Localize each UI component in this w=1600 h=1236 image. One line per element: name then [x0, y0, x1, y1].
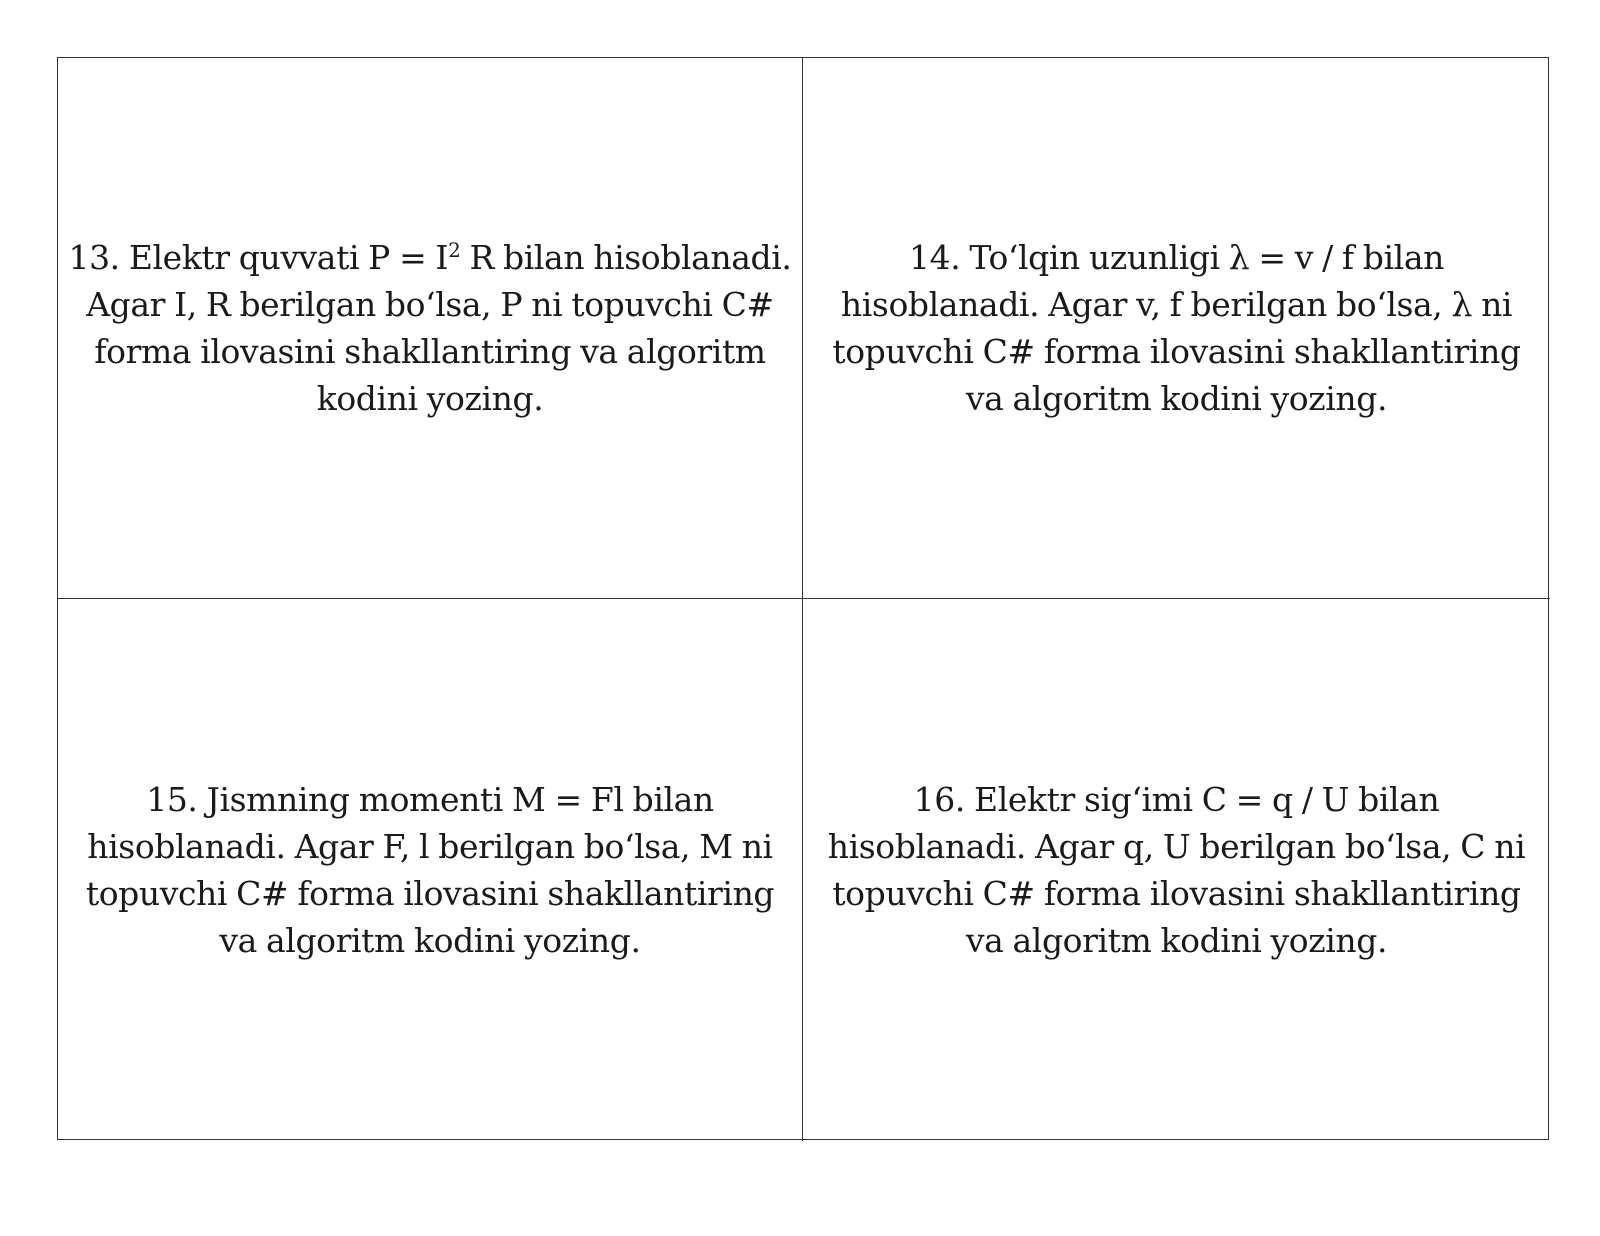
task-body-16: Elektr sig‘imi C = q / U bilan hisoblanadi. Agar q, U berilgan bo‘lsa, C ni topuvchi C# forma ilovasini shakllantiring va algoritm kodini yozing. [827, 780, 1526, 960]
task-body-15: Jismning momenti M = Fl bilan hisoblanadi. Agar F, l berilgan bo‘lsa, M ni topuvchi C# forma ilovasini shakllantiring va algoritm kodini yozing. [85, 780, 775, 960]
task-exponent-13: 2 [448, 238, 461, 262]
task-text-15 [86, 776, 774, 964]
task-cell-14 [803, 58, 1550, 599]
task-formula-text-13: Elektr quvvati P = I [128, 238, 449, 277]
task-body-14: To‘lqin uzunligi λ = v / f bilan hisoblanadi. Agar v, f berilgan bo‘lsa, λ ni topuvchi C# forma ilovasini shakllantiring va algoritm kodini yozing. [832, 238, 1521, 418]
task-card-table [57, 57, 1549, 1140]
task-number-15: 15. [146, 780, 198, 819]
task-text-14 [832, 234, 1520, 422]
task-cell-13 [58, 58, 803, 599]
task-cell-16 [803, 599, 1550, 1141]
task-number-13: 13. [68, 238, 120, 277]
task-formula-tail-13: R bilan hisoblanadi. [460, 238, 792, 277]
task-body-13: Agar I, R berilgan bo‘lsa, P ni topuvchi C# forma ilovasini shakllantiring va algoritm kodini yozing. [86, 285, 774, 418]
task-text-16 [828, 776, 1526, 964]
task-text-13 [68, 234, 791, 422]
task-number-16: 16. [913, 780, 965, 819]
task-number-14: 14. [909, 238, 961, 277]
task-cell-15 [58, 599, 803, 1141]
